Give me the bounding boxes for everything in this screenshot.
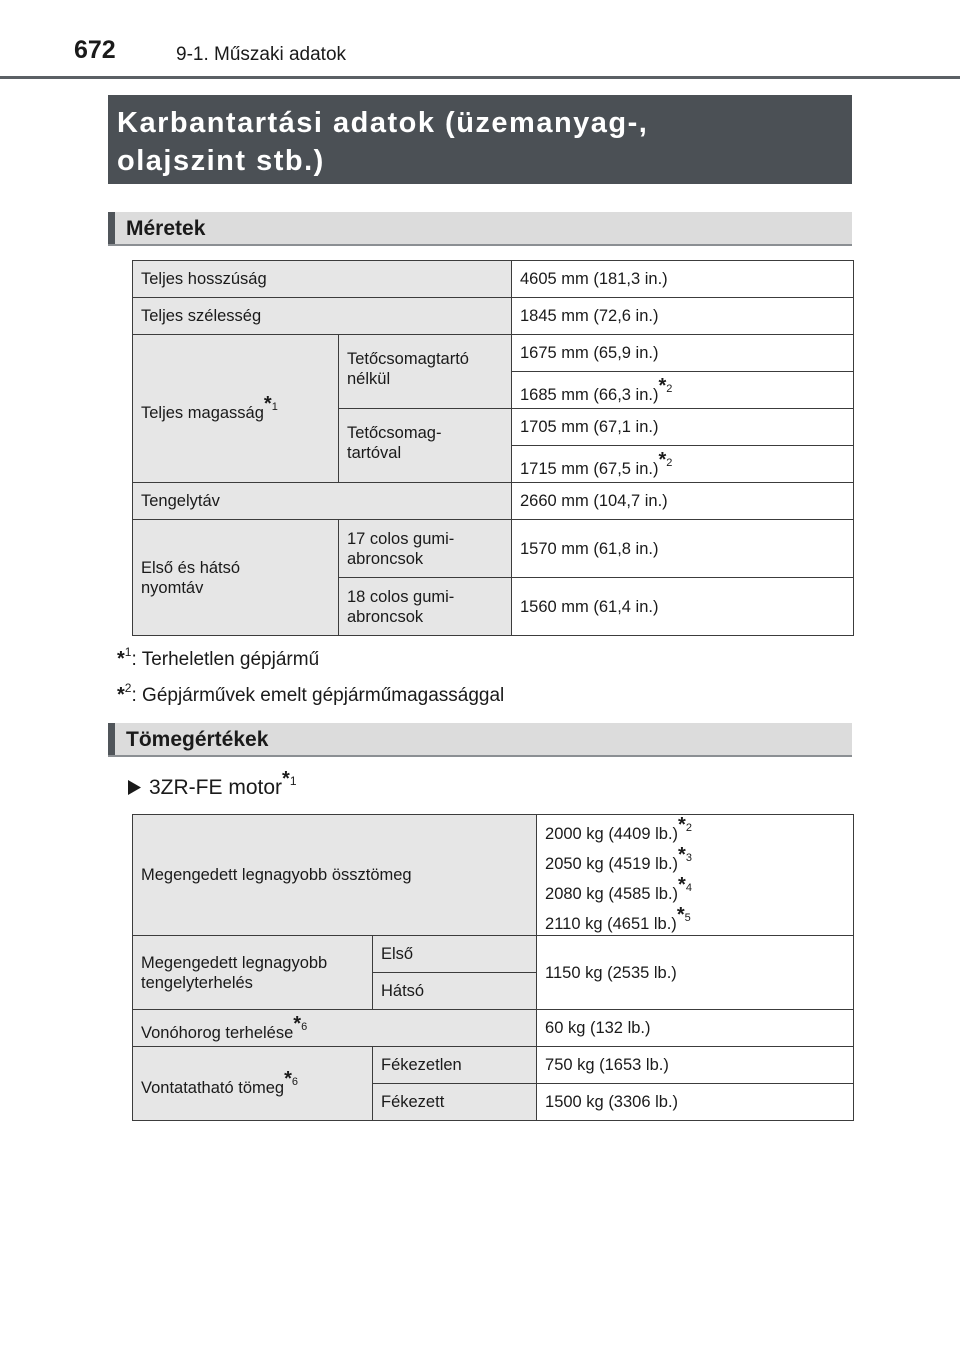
section-title: 9-1. Műszaki adatok (176, 44, 347, 65)
gvw-value-2-line (545, 845, 845, 875)
rack-value-2-cell (512, 446, 854, 483)
length-label: Teljes hosszúság (133, 261, 512, 298)
footnote-1 (117, 645, 319, 671)
table-row (133, 936, 854, 973)
footnote-asterisk: * (678, 874, 686, 896)
tire18-label-line1: 18 colos gumi- (347, 587, 455, 606)
tire18-label-line2: abroncsok (347, 607, 424, 626)
footnote-asterisk: * (284, 1068, 292, 1090)
gvw-value-1-line (545, 815, 845, 845)
table-row (133, 298, 854, 335)
page-title (108, 95, 852, 184)
footnote-ref: 6 (301, 1020, 308, 1033)
footnote-ref: 3 (685, 852, 692, 864)
gvw-values (537, 815, 854, 936)
table-row (133, 261, 854, 298)
footnote-asterisk: * (658, 374, 667, 397)
axle-value: 1150 kg (2535 lb.) (537, 936, 854, 1010)
footnote-ref: 1 (271, 401, 278, 413)
footnote-ref: 6 (291, 1076, 299, 1088)
footnote-ref: 2 (666, 382, 673, 395)
heading-accent-bar (108, 212, 115, 244)
tire17-value: 1570 mm (61,8 in.) (512, 520, 854, 578)
rack-value-2: 1715 mm (67,5 in.) (520, 459, 659, 478)
gvw-label: Megengedett legnagyobb össztömeg (133, 815, 537, 936)
rack-label-line1: Tetőcsomag- (347, 424, 442, 442)
tire17-label (339, 520, 512, 578)
engine-label: 3ZR-FE motor (149, 776, 283, 799)
footnote-2 (117, 681, 504, 707)
tire17-label-line1: 17 colos gumi- (347, 529, 455, 548)
footnote-asterisk: * (676, 904, 685, 926)
page-title-line1: Karbantartási adatok (üzemanyag-, (117, 107, 649, 139)
gvw-value-2: 2050 kg (4519 lb.) (545, 855, 679, 873)
footnote-ref: 1 (289, 774, 297, 788)
weights-heading-label: Tömegértékek (126, 728, 269, 751)
rack-label-line2: tartóval (347, 444, 402, 462)
length-value: 4605 mm (181,3 in.) (512, 261, 854, 298)
wheelbase-value: 2660 mm (104,7 in.) (512, 483, 854, 520)
footnote-asterisk: * (263, 393, 272, 415)
footnote-ref: 4 (685, 882, 692, 894)
rack-label (339, 409, 512, 483)
footnote-asterisk: * (678, 814, 686, 836)
axle-label (133, 936, 373, 1010)
axle-label-line2: tengelyterhelés (141, 973, 253, 992)
gvw-value-3: 2080 kg (4585 lb.) (545, 885, 679, 903)
footnote-2-text: : Gépjárművek emelt gépjárműmagassággal (131, 685, 505, 706)
page-number: 672 (74, 36, 116, 64)
hitch-label-cell (133, 1010, 537, 1047)
table-row (133, 1047, 854, 1084)
no-rack-label-line2: nélkül (347, 370, 391, 388)
gvw-value-4: 2110 kg (4651 lb.) (545, 915, 677, 933)
dimensions-heading (108, 212, 852, 246)
tire18-label (339, 578, 512, 636)
braked-value: 1500 kg (3306 lb.) (537, 1084, 854, 1121)
dimensions-table (132, 260, 854, 636)
dimensions-heading-label: Méretek (126, 217, 206, 240)
width-value: 1845 mm (72,6 in.) (512, 298, 854, 335)
width-label: Teljes szélesség (133, 298, 512, 335)
heading-accent-bar (108, 723, 115, 755)
rear-axle-label: Hátsó (373, 973, 537, 1010)
height-label: Teljes magasság (141, 404, 264, 422)
track-label-line2: nyomtáv (141, 578, 204, 597)
unbraked-value: 750 kg (1653 lb.) (537, 1047, 854, 1084)
header-divider (0, 76, 960, 79)
tow-label-cell (133, 1047, 373, 1121)
front-axle-label: Első (373, 936, 537, 973)
page-title-line2: olajszint stb.) (117, 145, 325, 177)
footnote-asterisk: * (117, 648, 125, 670)
weights-heading (108, 723, 852, 757)
table-row (133, 815, 854, 936)
footnote-ref: 2 (666, 456, 673, 469)
footnote-ref: 1 (124, 645, 132, 659)
weights-table (132, 814, 854, 1121)
footnote-ref: 2 (685, 822, 692, 834)
footnote-asterisk: * (117, 684, 125, 706)
table-row (133, 1010, 854, 1047)
track-label (133, 520, 339, 636)
braked-label: Fékezett (373, 1084, 537, 1121)
no-rack-label (339, 335, 512, 409)
no-rack-value-1: 1675 mm (65,9 in.) (512, 335, 854, 372)
no-rack-value-2: 1685 mm (66,3 in.) (520, 385, 659, 404)
table-row (133, 483, 854, 520)
table-row (133, 520, 854, 578)
tire17-label-line2: abroncsok (347, 549, 424, 568)
hitch-label: Vonóhorog terhelése (141, 1023, 294, 1042)
footnote-ref: 2 (124, 681, 132, 695)
wheelbase-label: Tengelytáv (133, 483, 512, 520)
footnote-asterisk: * (293, 1012, 302, 1035)
unbraked-label: Fékezetlen (373, 1047, 537, 1084)
gvw-value-4-line (545, 905, 845, 935)
tow-label: Vontatatható tömeg (141, 1079, 285, 1097)
rack-value-1: 1705 mm (67,1 in.) (512, 409, 854, 446)
gvw-value-1: 2000 kg (4409 lb.) (545, 825, 679, 843)
footnote-1-text: : Terheletlen gépjármű (131, 649, 320, 670)
tire18-value: 1560 mm (61,4 in.) (512, 578, 854, 636)
table-row (133, 335, 854, 372)
axle-label-line1: Megengedett legnagyobb (141, 953, 328, 972)
height-label-cell (133, 335, 339, 483)
triangle-bullet-icon (128, 780, 141, 795)
hitch-value: 60 kg (132 lb.) (537, 1010, 854, 1047)
footnote-asterisk: * (282, 768, 290, 790)
no-rack-label-line1: Tetőcsomagtartó (347, 350, 469, 368)
footnote-asterisk: * (658, 448, 667, 471)
no-rack-value-2-cell (512, 372, 854, 409)
gvw-value-3-line (545, 875, 845, 905)
track-label-line1: Első és hátsó (141, 558, 241, 577)
footnote-asterisk: * (678, 844, 686, 866)
engine-subheading (128, 768, 297, 800)
footnote-ref: 5 (684, 912, 691, 924)
